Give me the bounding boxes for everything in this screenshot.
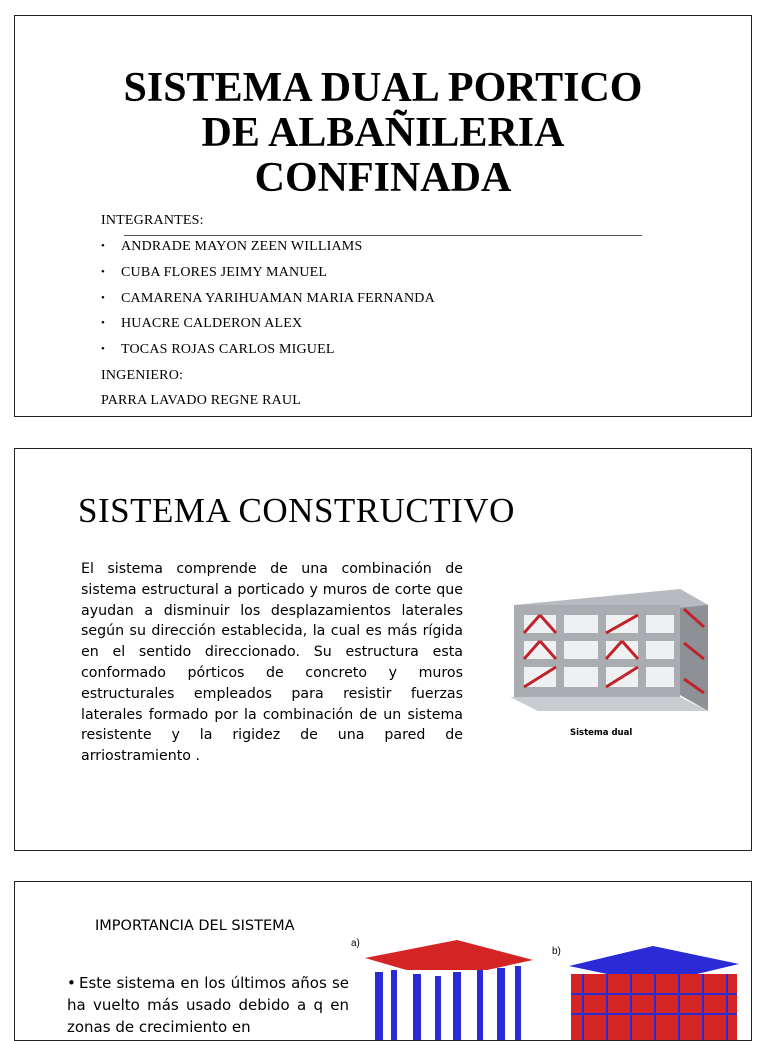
member-name: HUACRE CALDERON ALEX [121,316,303,331]
title-line-2: DE ALBAÑILERIA [201,110,565,156]
divider [124,235,642,236]
bullet-icon: • [101,317,106,329]
title-slide [14,15,752,417]
slide-title: IMPORTANCIA DEL SISTEMA [95,918,295,934]
member-name: TOCAS ROJAS CARLOS MIGUEL [121,342,335,357]
member-name: CAMARENA YARIHUAMAN MARIA FERNANDA [121,291,435,306]
member-item [101,291,435,307]
title-line-1: SISTEMA DUAL PORTICO [123,65,643,111]
member-item [101,239,362,255]
figure-a-label: a) [351,938,360,949]
construction-system-slide [14,448,752,851]
member-item [101,316,302,332]
building-model-a-image [357,934,537,1041]
slide-body-text: El sistema comprende de una combinación de sistema estructural a porticado y muros de corte que ayudan a disminuir los desplazamientos laterales según su dirección establecida, la cual es más rígida en el sentido direccionado. Su estructura esta conformado pórticos de concreto y muros estructurales empleados para resistir fuerzas laterales formado por la combinación de un sistema resistente y la rigidez de una pared de arriostramiento . [81,561,463,765]
slide-title: SISTEMA CONSTRUCTIVO [78,491,515,530]
body-text: Este sistema en los últimos años se ha vuelto más usado debido a q en zonas de crecimiento en [67,974,349,1036]
bullet-icon: • [101,266,106,278]
bullet-icon: • [101,240,106,252]
bullet-icon: • [101,292,106,304]
member-name: CUBA FLORES JEIMY MANUEL [121,265,328,280]
importance-slide [14,881,752,1041]
presentation-title [15,66,751,201]
figure-b-label: b) [552,946,561,957]
ingeniero-name: PARRA LAVADO REGNE RAUL [101,393,301,408]
title-line-3: CONFINADA [254,155,512,201]
ingeniero-label: INGENIERO: [101,368,184,383]
dual-system-building-image [500,587,712,743]
member-item [101,265,327,281]
slide-body-text [67,972,349,1038]
bullet-icon: • [101,343,106,355]
building-model-b-image [563,934,743,1041]
bullet-icon: • [67,974,76,992]
member-name: ANDRADE MAYON ZEEN WILLIAMS [121,239,363,254]
member-item [101,342,335,358]
integrantes-label: INTEGRANTES: [101,213,204,228]
image-caption: Sistema dual [570,728,633,738]
